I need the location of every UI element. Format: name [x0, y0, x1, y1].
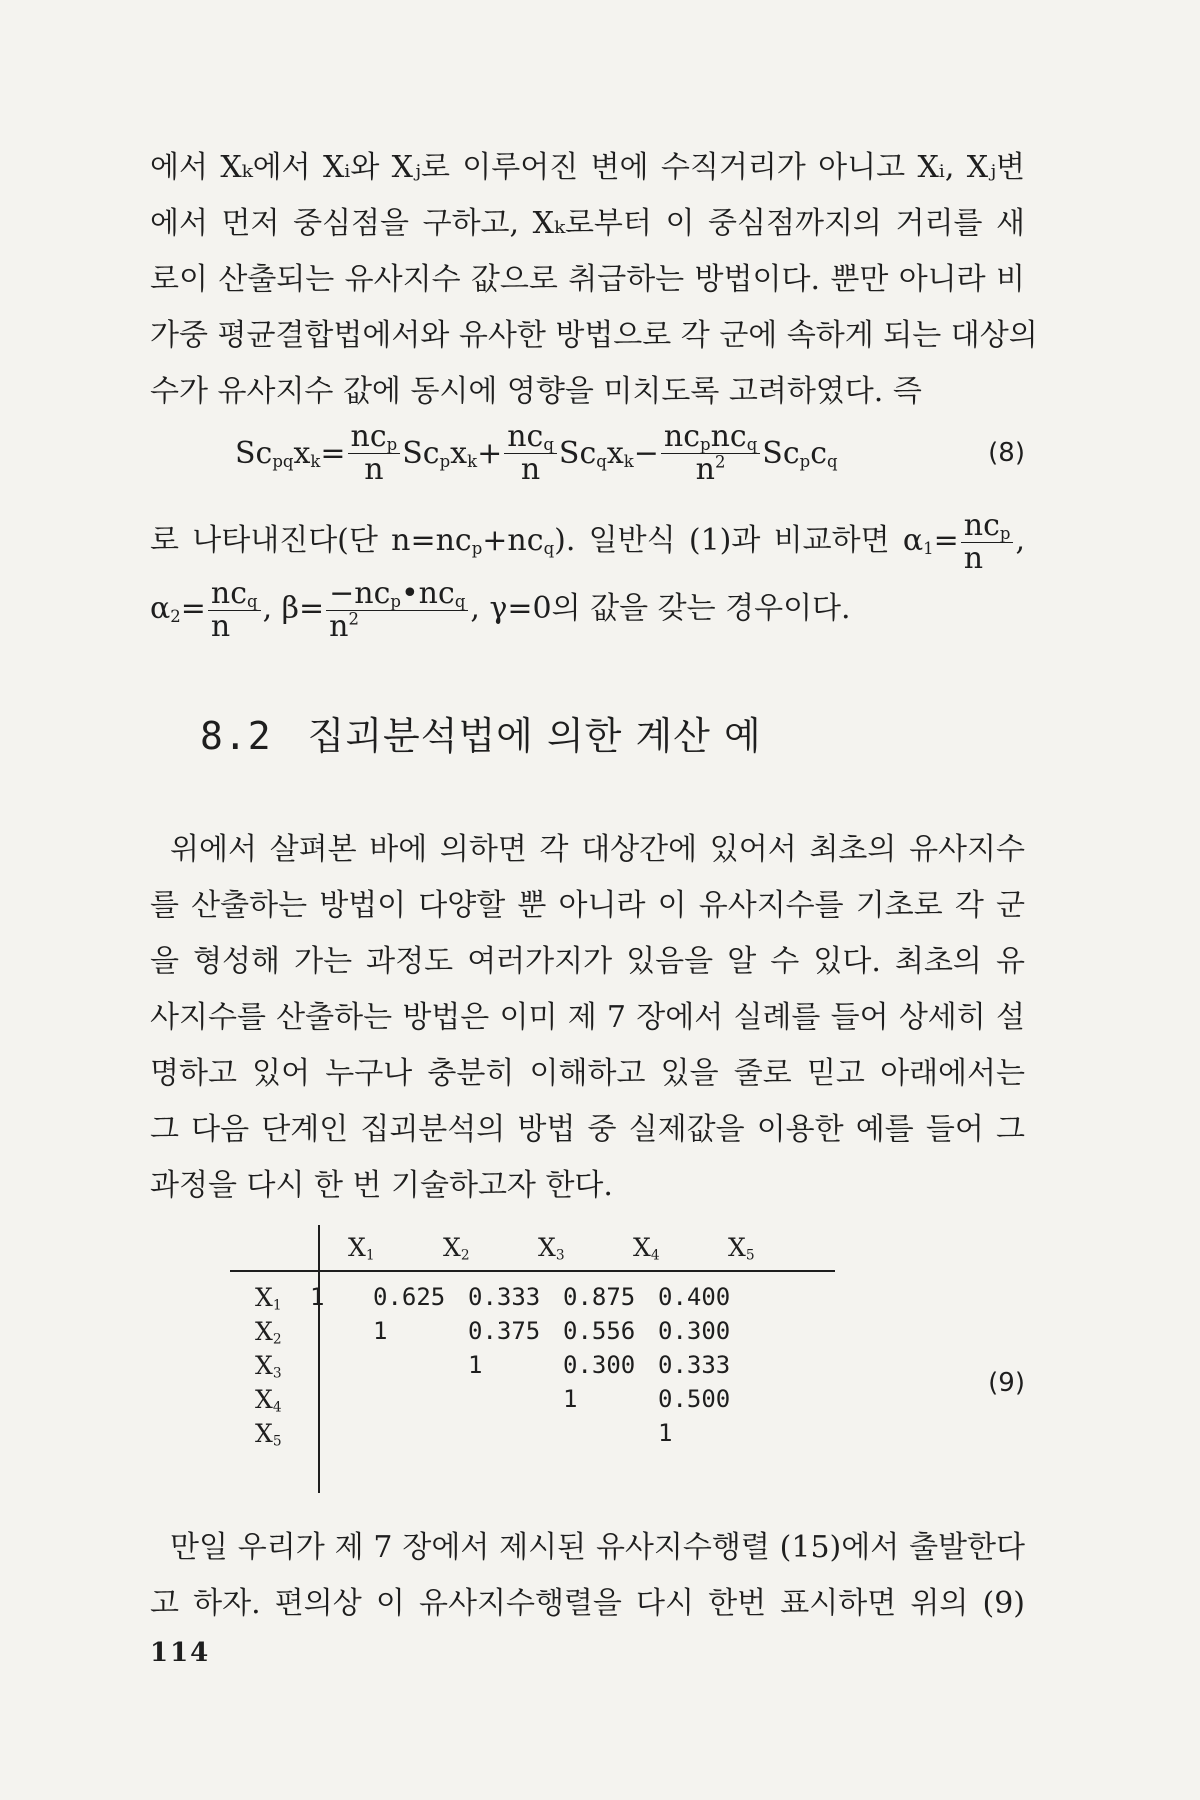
equation-body: [235, 418, 838, 488]
paragraph-line: 를 산출하는 방법이 다양할 뿐 아니라 이 유사지수를 기초로 각 군: [150, 888, 1025, 923]
column-header: $X_3$: [538, 1233, 565, 1264]
paragraph-line: 위에서 살펴본 바에 의하면 각 대상간에 있어서 최초의 유사지수: [170, 832, 1025, 867]
matrix-cell: 0.400: [658, 1283, 731, 1311]
matrix-cell: 0.625: [373, 1283, 446, 1311]
fraction: $\frac{nc_pnc_q}{n^2}$: [661, 421, 760, 485]
paragraph-line: 에서 먼저 중심점을 구하고, Xₖ로부터 이 중심점까지의 거리를 새: [150, 206, 1025, 241]
matrix-cell: 0.333: [468, 1283, 541, 1311]
paragraph-closing: [150, 1520, 1025, 1632]
matrix-cell: 0.875: [563, 1283, 636, 1311]
page-number: 114: [150, 1638, 211, 1668]
paragraph-line: $\alpha_2=$ $\frac{nc_q}{n}$ , β= $\frac{-nc_p•nc_q}{n^2}$ , γ=0의 값을 갖는 경우이다.: [150, 576, 851, 644]
fraction: $\frac{nc_q}{n}$: [504, 421, 557, 485]
row-header: $X_3$: [255, 1351, 282, 1382]
matrix-cell: 1: [468, 1351, 483, 1379]
paragraph-line: 로이 산출되는 유사지수 값으로 취급하는 방법이다. 뿐만 아니라 비: [150, 262, 1025, 297]
paragraph-line: 과정을 다시 한 번 기술하고자 한다.: [150, 1168, 613, 1203]
matrix-cell: 1: [658, 1419, 673, 1447]
paragraph-line: 수가 유사지수 값에 동시에 영향을 미치도록 고려하였다. 즉: [150, 374, 922, 409]
equation-8: [150, 418, 1025, 488]
fraction: $\frac{nc_p}{n}$: [348, 421, 401, 485]
paragraph-line: 가중 평균결합법에서와 유사한 방법으로 각 군에 속하게 되는 대상의: [150, 318, 1038, 353]
column-header: $X_1$: [348, 1233, 375, 1264]
paragraph-line: 그 다음 단계인 집괴분석의 방법 중 실제값을 이용한 예를 들어 그: [150, 1112, 1025, 1147]
eq-plus: +: [477, 435, 503, 471]
equation-number: (9): [988, 1368, 1025, 1398]
fraction: $\frac{-nc_p•nc_q}{n^2}$: [326, 578, 468, 642]
eq-equals: =: [320, 435, 346, 471]
paragraph-line: 고 하자. 편의상 이 유사지수행렬을 다시 한번 표시하면 위의 (9): [150, 1586, 1025, 1621]
paragraph-coefficients: [150, 510, 1025, 642]
matrix-cell: 1: [310, 1283, 325, 1311]
equation-number: (8): [988, 438, 1025, 468]
section-number: 8.2: [200, 714, 272, 758]
eq-term: $Sc_px_k$: [402, 435, 478, 471]
eq-term: $Sc_pc_q$: [762, 435, 838, 471]
paragraph-line: 명하고 있어 누구나 충분히 이해하고 있을 줄로 믿고 아래에서는: [150, 1056, 1025, 1091]
matrix-cell: 0.556: [563, 1317, 636, 1345]
fraction: $\frac{nc_q}{n}$: [208, 578, 261, 642]
column-header: $X_5$: [728, 1233, 755, 1264]
matrix-vertical-rule: [318, 1225, 320, 1493]
section-heading: [200, 705, 762, 760]
row-header: $X_5$: [255, 1419, 282, 1450]
paragraph-line: 을 형성해 가는 과정도 여러가지가 있음을 알 수 있다. 최초의 유: [150, 944, 1025, 979]
paragraph-intro: [150, 140, 1038, 420]
paragraph-line: 만일 우리가 제 7 장에서 제시된 유사지수행렬 (15)에서 출발한다: [170, 1530, 1025, 1565]
similarity-matrix: [230, 1225, 840, 1495]
matrix-cell: 0.375: [468, 1317, 541, 1345]
paragraph-explanation: [150, 822, 1025, 1214]
paragraph-line: 사지수를 산출하는 방법은 이미 제 7 장에서 실례를 들어 상세히 설: [150, 1000, 1025, 1035]
paragraph-line: 에서 Xₖ에서 Xᵢ와 Xⱼ로 이루어진 변에 수직거리가 아니고 Xᵢ, Xⱼ변: [150, 150, 1025, 185]
matrix-horizontal-rule: [230, 1270, 835, 1272]
matrix-cell: 0.300: [658, 1317, 731, 1345]
column-header: $X_4$: [633, 1233, 660, 1264]
eq-minus: −: [633, 435, 659, 471]
matrix-cell: 0.333: [658, 1351, 731, 1379]
matrix-cell: 0.300: [563, 1351, 636, 1379]
fraction: $\frac{nc_p}{n}$: [961, 510, 1014, 574]
eq-term: $Sc_qx_k$: [558, 435, 634, 471]
paragraph-line: 로 나타내진다(단 $n=nc_p+nc_q$). 일반식 (1)과 비교하면 $\alpha_1=$ $\frac{nc_p}{n}$ ,: [150, 508, 1025, 576]
row-header: $X_2$: [255, 1317, 282, 1348]
section-title: 집괴분석법에 의한 계산 예: [307, 714, 762, 758]
matrix-cell: 1: [373, 1317, 388, 1345]
matrix-cell: 1: [563, 1385, 578, 1413]
eq-lhs: $Sc_{pq}x_k$: [235, 435, 321, 471]
row-header: $X_1$: [255, 1283, 282, 1314]
row-header: $X_4$: [255, 1385, 282, 1416]
matrix-cell: 0.500: [658, 1385, 731, 1413]
column-header: $X_2$: [443, 1233, 470, 1264]
